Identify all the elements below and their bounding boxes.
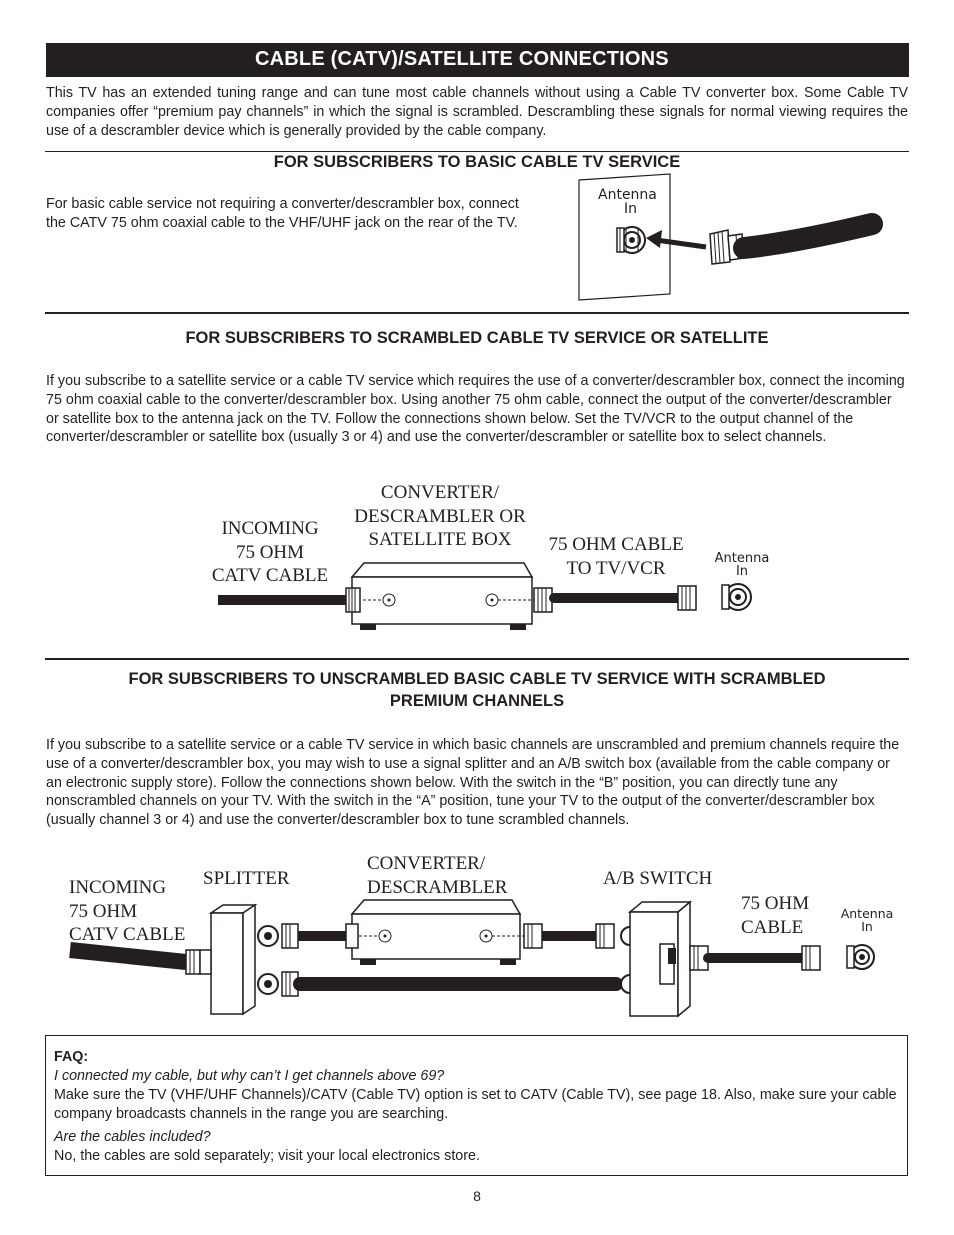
output-cable-label: 75 OHM CABLE TO TV/VCR	[548, 534, 684, 579]
splitter-icon	[200, 905, 278, 1014]
page-title: CABLE (CATV)/SATELLITE CONNECTIONS	[255, 48, 669, 70]
section-scrambled-text: If you subscribe to a satellite service or a cable TV service which requires the use of a converter/descrambler box, connect the incoming 75 ohm coaxial cable to the converter/descrambler box. Using another 75 ohm cable, connect the output of the converter/descrambler or satellite box to the antenna jack on the TV. Follow the connections shown below. Set the TV/VCR to the output channel of the converter/descrambler or satellite box (usually 3 or 4) and use the converter/descrambler or satellite box to select channels.	[46, 373, 905, 446]
incoming-cable-label: INCOMING 75 OHM CATV CABLE	[211, 518, 329, 586]
faq-box	[45, 1035, 908, 1176]
faq-label: FAQ:	[54, 1049, 89, 1065]
converter-box-label: CONVERTER/ DESCRAMBLER OR SATELLITE BOX	[354, 482, 526, 550]
jack-label-antenna: Antenna	[598, 187, 657, 203]
section-heading-basic-cable: FOR SUBSCRIBERS TO BASIC CABLE TV SERVICE	[273, 153, 681, 171]
antenna-in-label: Antenna In	[714, 551, 770, 579]
section-unscrambled-text: If you subscribe to a satellite service or a cable TV service in which basic channels are unscrambled and premium channels require the use of a converter/descrambler box, you may wish to use a signal splitter and an A/B switch box (available from the cable company or an electronic supply store). Follow the connections shown below. With the switch in the “B” position, you can directly tune any nonscrambled channels on your TV. With the switch in the “A” position, tune your TV to the output of the converter/descrambler box (usually channel 3 or 4) and use the converter/descrambler box to tune scrambled channels.	[46, 737, 900, 829]
output-cable-label: 75 OHM CABLE	[741, 893, 810, 938]
faq-answer-1: Make sure the TV (VHF/UHF Channels)/CATV (Cable TV) option is set to CATV (Cable TV), see page 18. Also, make sure your cable company broadcasts channels in the range you are searching.	[54, 1087, 897, 1122]
coax-connector-icon	[524, 924, 542, 948]
faq-question-2: Are the cables included?	[54, 1129, 211, 1145]
ab-switch-box-icon	[621, 902, 690, 1016]
intro-paragraph: This TV has an extended tuning range and can tune most cable channels without using a Cable TV converter box. Some Cable TV companies offer “premium pay channels” in which the signal is scrambled. Descrambling these signals for normal viewing requires the use of a descrambler device which is generally provided by the cable company.	[46, 85, 908, 139]
jack-label-in: In	[624, 201, 638, 217]
splitter-label: SPLITTER	[203, 868, 290, 889]
section-heading-scrambled: FOR SUBSCRIBERS TO SCRAMBLED CABLE TV SERVICE OR SATELLITE	[185, 329, 769, 347]
coax-connector-icon	[282, 924, 298, 948]
antenna-jack-icon	[847, 945, 874, 969]
faq-answer-2: No, the cables are sold separately; visit your local electronics store.	[54, 1148, 480, 1164]
coax-connector-icon	[596, 924, 614, 948]
faq-content	[54, 1048, 899, 1166]
coax-connector-icon	[802, 946, 820, 970]
converter-label: CONVERTER/ DESCRAMBLER	[367, 853, 508, 898]
incoming-cable-label: INCOMING 75 OHM CATV CABLE	[69, 877, 186, 945]
faq-question-1: I connected my cable, but why can’t I get channels above 69?	[54, 1068, 445, 1084]
converter-box-icon	[346, 900, 524, 965]
ab-switch-label: A/B SWITCH	[603, 868, 713, 889]
page-number: 8	[473, 1188, 481, 1204]
section-heading-unscrambled: FOR SUBSCRIBERS TO UNSCRAMBLED BASIC CABLE TV SERVICE WITH SCRAMBLED PREMIUM CHANNELS	[128, 670, 826, 710]
coax-connector-icon	[186, 950, 200, 974]
section-basic-cable-text: For basic cable service not requiring a converter/descrambler box, connect the CATV 75 ohm coaxial cable to the VHF/UHF jack on the rear of the TV.	[46, 196, 519, 231]
antenna-in-label: Antenna In	[840, 906, 894, 934]
